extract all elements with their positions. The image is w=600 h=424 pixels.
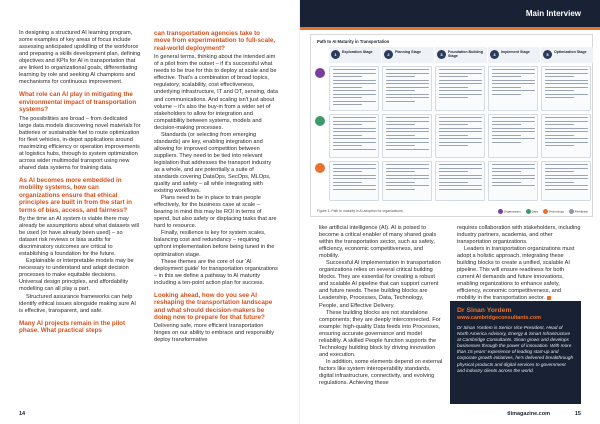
data-icon <box>315 116 325 126</box>
legend-swatch <box>498 209 503 214</box>
figure-cell <box>435 161 485 201</box>
figure-cell <box>382 66 432 111</box>
figure-title: Path to AI Maturity in Transportation <box>317 39 390 44</box>
technology-icon <box>315 163 325 173</box>
legend-label: Data <box>531 209 538 214</box>
figure-cell <box>329 161 379 201</box>
stage-label: Planning Stage <box>395 49 421 54</box>
figure-row-data <box>315 114 592 158</box>
body-paragraph: Structured assurance frameworks can help identify ethical issues alongside making sure AI is effective, transparent, and safe. <box>19 293 136 314</box>
body-paragraph <box>457 246 581 302</box>
legend-swatch <box>526 209 531 214</box>
stage-label: Exploration Stage <box>342 49 373 54</box>
stage-label: Implement Stage <box>501 49 530 54</box>
section-label: Main Interview <box>525 9 581 18</box>
right-column-1 <box>319 225 443 387</box>
figure-cell <box>488 66 538 111</box>
legend-label: Feedback <box>574 209 588 214</box>
body-paragraph: Successful AI implementation in transportation organizations relies on several critical building blocks. They are essential for creating a robust and scalable AI pipeline that can support current and future needs. These building blocks are Leadership, Processes, Data, Technology, People, and Effective Delivery. <box>319 260 441 309</box>
stage-number: 4 <box>490 50 499 59</box>
left-column-2 <box>154 30 278 345</box>
author-website-link[interactable]: www.cambridgeconsultants.com <box>457 315 541 321</box>
stage-number: 1 <box>331 50 340 59</box>
question-heading: What role can AI play in mitigating the environmental impact of transportation systems? <box>19 91 137 114</box>
figure-cell <box>382 161 432 201</box>
legend-swatch <box>543 209 548 214</box>
stage-optimization <box>541 47 593 63</box>
question-heading: As AI becomes more embedded in mobility systems, how can organizations ensure that ethical principles are built in from the start in terms of bias, access, and fairness? <box>19 176 133 214</box>
figure-cell <box>488 161 538 201</box>
left-column-1 <box>19 30 141 336</box>
stage-label: Optimization Stage <box>554 49 587 54</box>
stage-foundation <box>435 47 487 63</box>
body-paragraph: By the time an AI system is viable there may already be assumptions about what datasets will be used (or have already been used) – so dataset risk reviews or bias audits for discriminatory outcomes are critical to establishing a foundation for the future. <box>19 216 140 258</box>
stage-implement <box>488 47 540 63</box>
author-name: Dr Sinan Yordem <box>457 307 512 314</box>
organisation-icon <box>315 68 325 78</box>
section-header-bar <box>300 0 600 27</box>
body-paragraph: Plans need to be in place to train people effectively, for the business case at scale – bearing in mind this may be ROI in terms of spend, but also safety or displacing tasks that are hard to resource. <box>154 195 277 230</box>
intro-paragraph: In designing a structured AI learning program, some examples of key areas of focus include assessing anticipated upskilling of the workforce and preparing a skills development plan, defining objectives and KPIs for AI in transportation that are linked to organizational goals, differentiating learning by role and seeking AI champions and mechanisms for continuous improvement. <box>19 30 141 86</box>
maturity-figure <box>310 34 593 217</box>
body-paragraph: Standards (or selecting from emerging standards) are key, enabling integration and allowing for improved competition between suppliers. They need to be tied into relevant legislation that addresses the transport industry as a whole, and are potentially a suite of standards covering DataOps, SecOps, MLOps, quality and safety – all while integrating with existing workflows. <box>154 131 272 195</box>
figure-caption: Figure 1: Path to maturity in AI adoption for organizations. <box>317 209 404 213</box>
stage-exploration <box>329 47 381 63</box>
stage-number: 3 <box>437 50 446 59</box>
stage-number: 5 <box>543 50 552 59</box>
figure-cell <box>435 114 485 158</box>
magazine-website[interactable]: tlimagazine.com <box>507 411 550 417</box>
figure-cell <box>541 66 591 111</box>
body-paragraph: like artificial intelligence (AI). AI is poised to become a critical enabler of many shared goals within the transportation sector, such as safety, efficiency, economic competitiveness, and mobility. <box>319 225 437 260</box>
legend-swatch <box>569 209 574 214</box>
figure-cell <box>541 114 591 158</box>
right-column-2 <box>457 225 581 303</box>
legend-label: Technology <box>548 209 564 214</box>
stage-header-row <box>329 47 592 63</box>
author-bio-box <box>450 301 581 404</box>
figure-cell <box>382 114 432 158</box>
body-paragraph: requires collaboration with stakeholders, including industry partners, academia, and other transportation organizations. <box>457 225 581 246</box>
stage-planning <box>382 47 434 63</box>
body-paragraph: In general terms, thinking about the intended aim of a pilot from the outset – if it's successful what needs to be true for this to deploy at scale and be effective. That's a combination of broad topics, regulatory, scalability, cost effectiveness, underlying infrastructure, IT and OT, sensing, data and communications. And scaling isn't just about volume – it's also the buy-in from a wider set of stakeholders to allow for integration and compatibility between systems, models and decision-making processes. <box>154 54 278 131</box>
end-of-article-mark <box>547 296 551 300</box>
body-paragraph: The possibilities are broad – from dedicated large data models discovering novel materials for batteries or sustainable fuel to route optimization for fleet vehicles, in-depot applications around maximizing efficiency or operation improvements at logistics hubs, through to system optimization across wider multimodal transport using new shared data systems for training data. <box>19 115 141 171</box>
page-number-left: 14 <box>19 411 26 417</box>
header-accent-stripe <box>300 27 600 30</box>
figure-cell <box>541 161 591 201</box>
body-paragraph: Finally, resilience is key for system scales, balancing cost and redundancy – requiring upfront implementation before being tuned in the optimization stage. <box>154 230 275 258</box>
page-number-right: 15 <box>574 411 581 417</box>
figure-cell <box>329 114 379 158</box>
figure-cell <box>488 114 538 158</box>
figure-row-technology <box>315 161 592 201</box>
body-paragraph: Explainable or interpretable models may be necessary to understand and adapt decision processes to make equitable decisions. Universal design principles, and affordability modelling can all play a part. <box>19 258 134 293</box>
author-bio-text: Dr Sinan Yordem is Senior Vice President, Head of North America Advisory, Energy & Smart Infrastructure at Cambridge Consultants. Sinan grows and develops businesses through the power of innovation. With more than 15 years' experience of leading start-up and corporate growth initiatives, he's delivered breakthrough physical products and digital services to government and industry clients across the world. <box>457 325 574 373</box>
figure-legend <box>494 209 588 214</box>
question-heading-continued: can transportation agencies take to move from experimentation to full-scale, real-world deployment? <box>154 30 276 52</box>
stage-number: 2 <box>384 50 393 59</box>
right-page <box>300 0 600 424</box>
legend-label: Organisation <box>503 209 521 214</box>
closing-paragraph: Leaders in transportation organizations must adopt a holistic approach, integrating these building blocks to create a unified, scalable AI pipeline. This will ensure readiness for both current AI demands and future innovations, enabling organizations to enhance safety, efficiency, economic competitiveness, and mobility in the transportation sector. <box>457 246 575 302</box>
body-paragraph: These themes are the core of our 'AI deployment guide' for transportation organizations – in this we define a pathway to AI maturity including a ten-point action plan for success. <box>154 258 278 286</box>
figure-row-organisation <box>315 66 592 111</box>
figure-cell <box>329 66 379 111</box>
question-heading: Looking ahead, how do you see AI reshaping the transportation landscape and what should decision-makers be doing now to prepare for that future? <box>154 291 273 321</box>
body-paragraph: Delivering safe, more efficient transportation hinges on our ability to embrace and responsibly deploy transformative <box>154 323 275 344</box>
body-paragraph: In addition, some elements depend on external factors like system interoperability standards, digital infrastructure, connectivity, and evolving regulations. Achieving these <box>319 358 443 387</box>
question-heading: Many AI projects remain in the pilot phase. What practical steps <box>19 319 126 335</box>
body-paragraph: These building blocks are not standalone components; they are deeply interconnected. For example: high-quality Data feeds into Processes, ensuring accurate governance and model reliability. A skilled People function supports the Technology building block by driving innovation and execution. <box>319 309 441 358</box>
stage-label: Foundation Building Stage <box>448 49 483 58</box>
figure-cell <box>435 66 485 111</box>
